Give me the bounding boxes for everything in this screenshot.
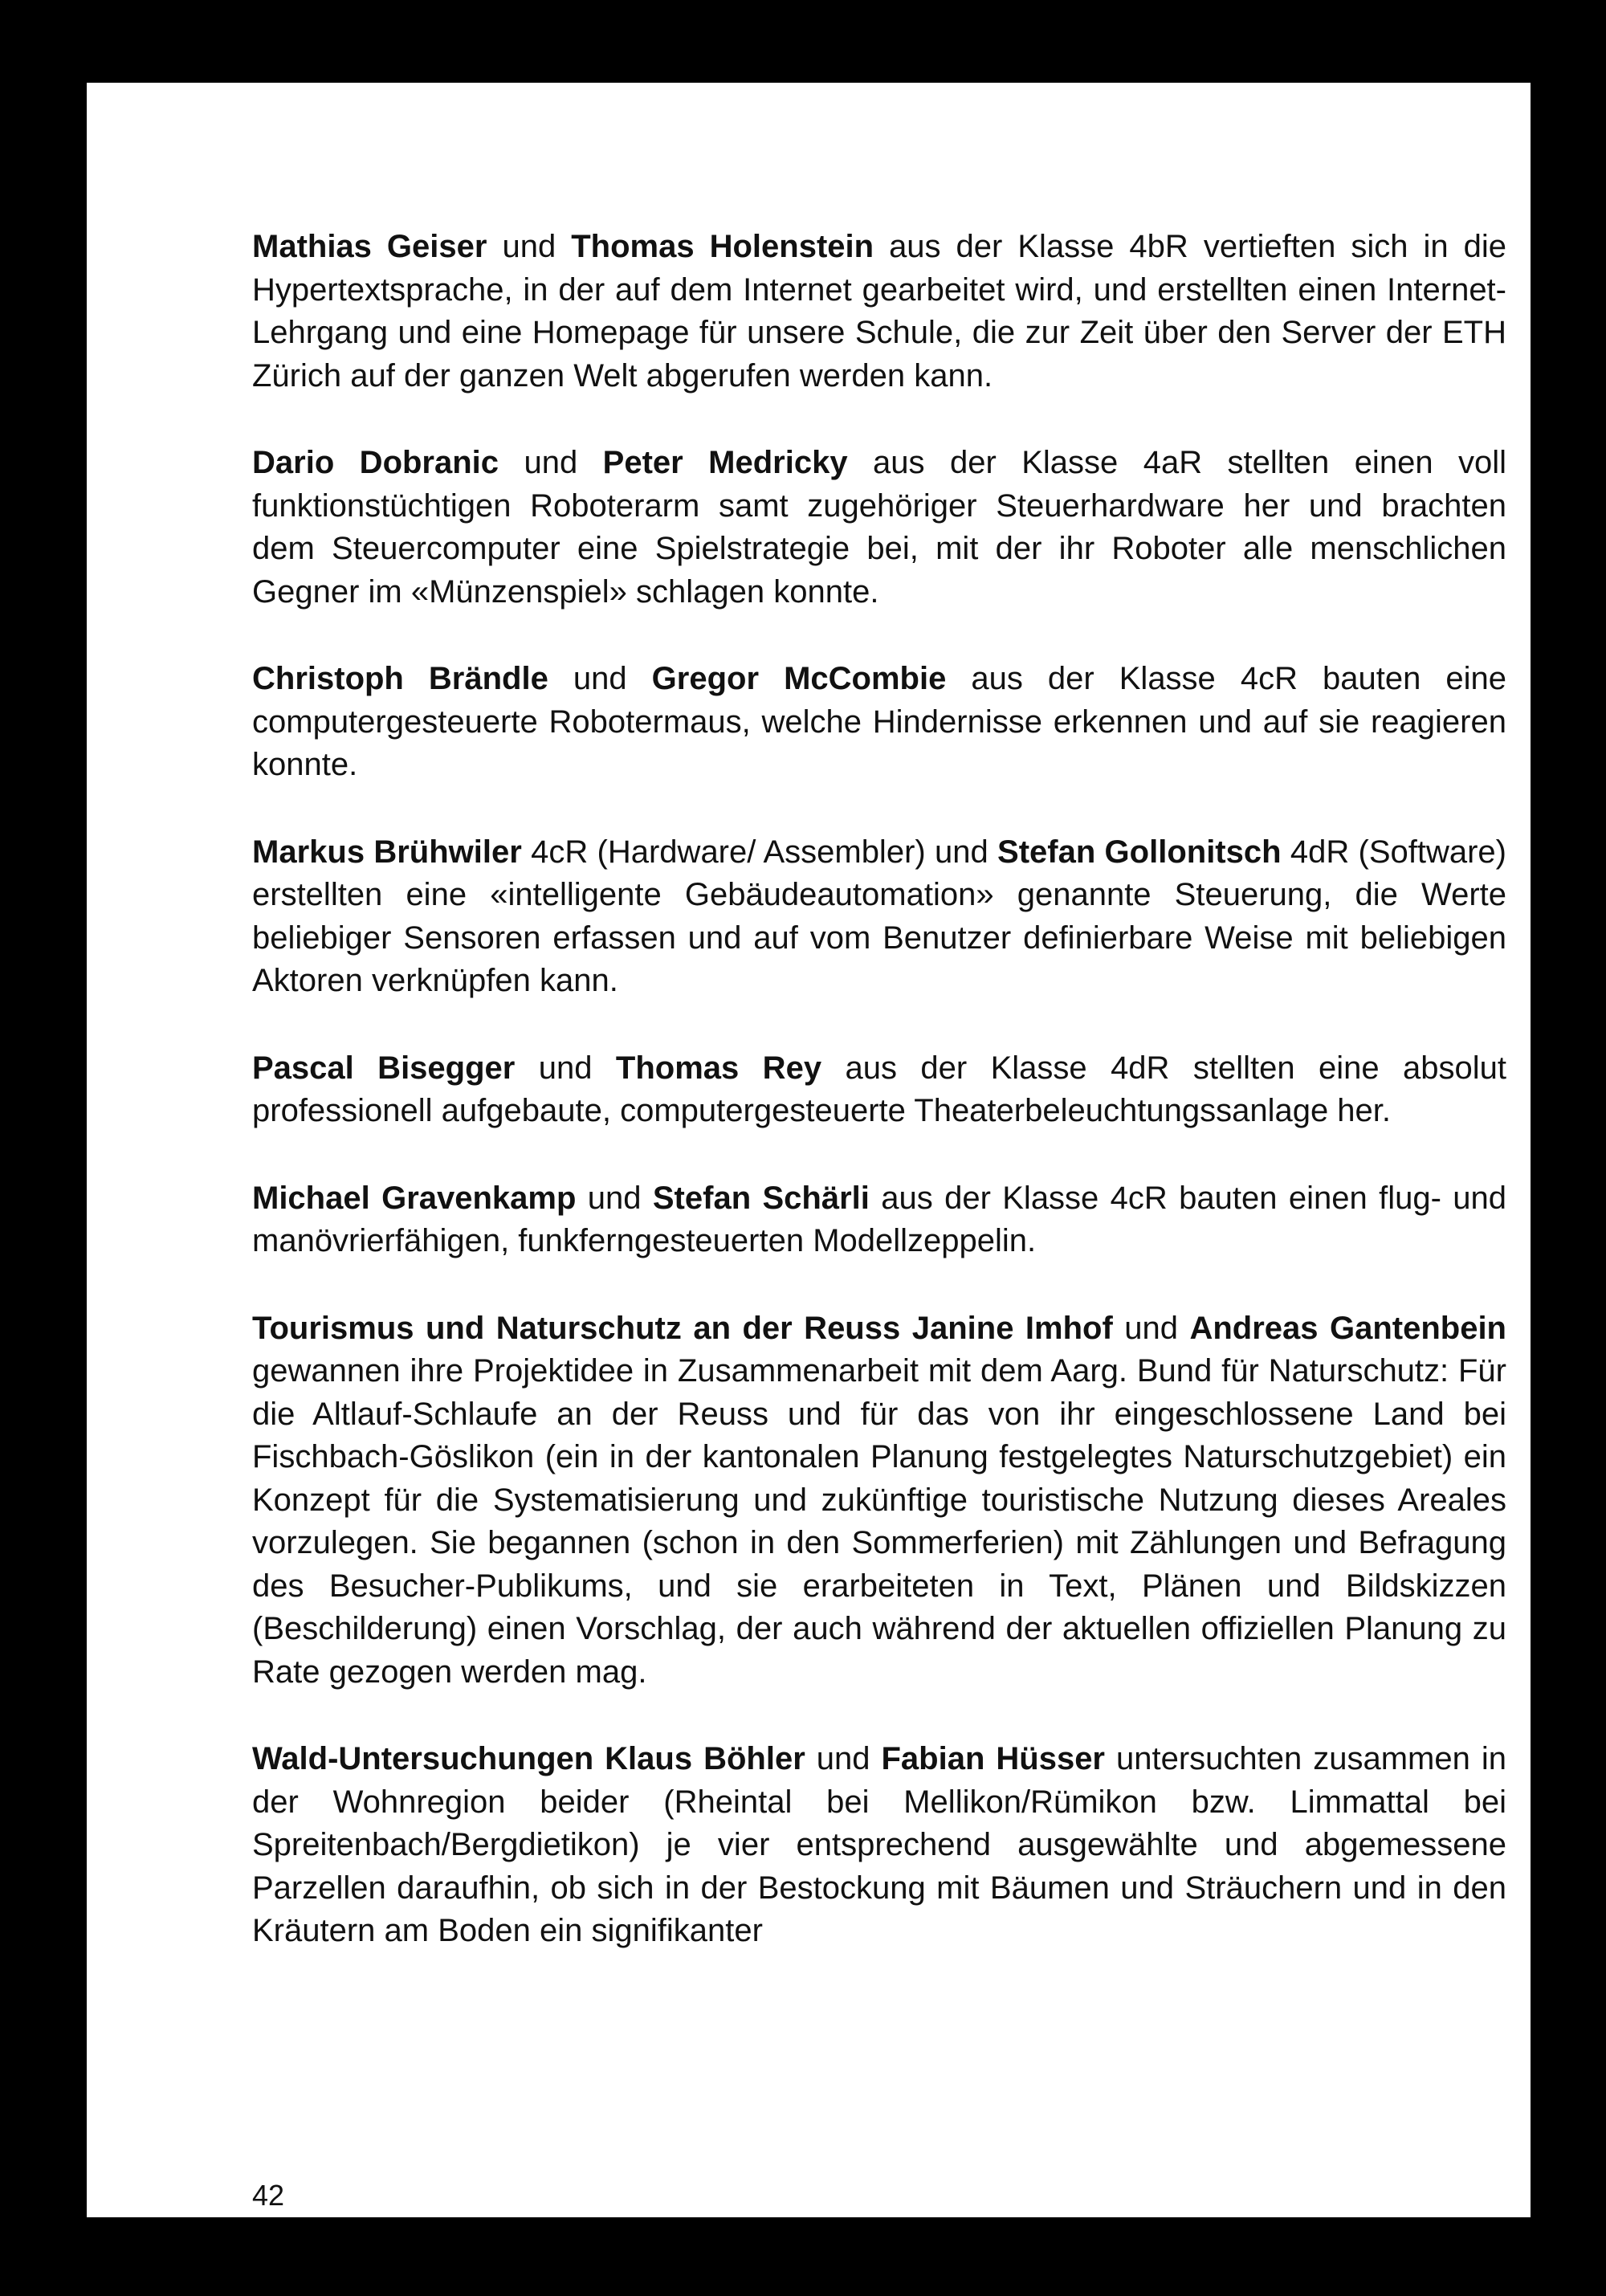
body-text: und bbox=[805, 1741, 882, 1776]
bold-name: Markus Brühwiler bbox=[252, 834, 522, 870]
paragraph-bisegger-rey bbox=[252, 1047, 1506, 1133]
paragraph-wald-untersuchungen bbox=[252, 1738, 1506, 1953]
body-text: aus der Klasse 4dR stellten eine absolut professionell aufgebaute, computergesteuerte Theaterbeleuchtungssanlage her. bbox=[252, 1050, 1507, 1128]
paragraph-braendle-mccombie bbox=[252, 658, 1506, 787]
bold-name: Gregor McCombie bbox=[651, 661, 947, 696]
body-text: und bbox=[1112, 1310, 1190, 1346]
bold-name: Mathias Geiser bbox=[252, 229, 487, 264]
body-text: und bbox=[576, 1180, 653, 1216]
bold-name: Fabian Hüsser bbox=[881, 1741, 1105, 1776]
bold-name: Michael Gravenkamp bbox=[252, 1180, 577, 1216]
paragraph-geiser-holenstein bbox=[252, 226, 1506, 398]
document-body bbox=[252, 226, 1506, 1997]
bold-name: Tourismus und Naturschutz an der Reuss bbox=[252, 1310, 901, 1346]
body-text: aus der Klasse 4bR vertieften sich in die Hypertextsprache, in der auf dem Internet gearbeitet wird, und erstellten einen Internet-Lehrgang und eine Homepage für unsere Schule, die zur Zeit über den Server der ETH Zürich auf der ganzen Welt abgerufen werden kann. bbox=[252, 229, 1507, 394]
body-text bbox=[900, 1311, 911, 1346]
bold-name: Klaus Böhler bbox=[605, 1741, 805, 1776]
bold-name: Dario Dobranic bbox=[252, 445, 499, 480]
document-page bbox=[87, 83, 1531, 2217]
body-text: und bbox=[499, 445, 603, 480]
bold-name: Pascal Bisegger bbox=[252, 1050, 516, 1086]
bold-name: Peter Medricky bbox=[602, 445, 848, 480]
body-text: und bbox=[515, 1050, 616, 1086]
paragraph-bruehwiler-gollonitsch bbox=[252, 831, 1506, 1003]
body-text: gewannen ihre Projektidee in Zusammenarbeit mit dem Aarg. Bund für Naturschutz: Für die Altlauf-Schlaufe an der Reuss und für das von ihr eingeschlossene Land bei Fischbach-Göslikon (ein in der kantonalen Planung festgelegtes Naturschutzgebiet) ein Konzept für die Systematisierung und zukünftige touristische Nutzung dieses Areales vorzulegen. Sie begannen (schon in den Sommerferien) mit Zählungen und Befragung des Besucher-Publikums, und sie erarbeiteten in Text, Plänen und Bildskizzen (Beschilderung) einen Vorschlag, der auch während der aktuellen offiziellen Planung zu Rate gezogen werden mag. bbox=[252, 1353, 1506, 1690]
body-text: 4dR (Software) erstellten eine «intelligente Gebäudeautomation» genannte Steuerung, die Werte beliebiger Sensoren erfassen und auf vom Benutzer definierbare Weise mit beliebigen Aktoren verknüpfen kann. bbox=[252, 834, 1506, 998]
bold-name: Stefan Gollonitsch bbox=[997, 834, 1282, 870]
bold-name: Janine Imhof bbox=[911, 1310, 1113, 1346]
body-text: aus der Klasse 4aR stellten einen voll funktionstüchtigen Roboterarm samt zugehöriger Steuerhardware her und brachten dem Steuercomputer eine Spielstrategie bei, mit der ihr Roboter alle menschlichen Gegner im «Münzenspiel» schlagen konnte. bbox=[252, 445, 1507, 610]
bold-name: Stefan Schärli bbox=[652, 1180, 870, 1216]
bold-name: Wald-Untersuchungen bbox=[252, 1741, 594, 1776]
body-text: und bbox=[487, 229, 572, 264]
body-text: 4cR (Hardware/ Assembler) und bbox=[521, 834, 998, 870]
bold-name: Christoph Brändle bbox=[252, 661, 548, 696]
body-text: aus der Klasse 4cR bauten einen flug- und manövrierfähigen, funkferngesteuerten Modellzeppelin. bbox=[252, 1180, 1506, 1258]
page-number: 42 bbox=[252, 2179, 285, 2212]
paragraph-gravenkamp-schaerli bbox=[252, 1177, 1506, 1263]
body-text: aus der Klasse 4cR bauten eine computergesteuerte Robotermaus, welche Hindernisse erkennen und auf sie reagieren konnte. bbox=[252, 661, 1507, 782]
paragraph-dobranic-medricky bbox=[252, 442, 1506, 614]
paragraph-tourismus-naturschutz bbox=[252, 1307, 1506, 1694]
bold-name: Thomas Rey bbox=[615, 1050, 822, 1086]
bold-name: Thomas Holenstein bbox=[571, 229, 874, 264]
bold-name: Andreas Gantenbein bbox=[1189, 1310, 1506, 1346]
body-text: untersuchten zusammen in der Wohnregion beider (Rheintal bei Mellikon/Rümikon bzw. Limmattal bei Spreitenbach/Bergdietikon) je vier entsprechend ausgewählte und abgemessene Parzellen daraufhin, ob sich in der Bestockung mit Bäumen und Sträuchern und in den Kräutern am Boden ein signifikanter bbox=[252, 1741, 1506, 1948]
body-text bbox=[593, 1741, 605, 1776]
body-text: und bbox=[548, 661, 652, 696]
